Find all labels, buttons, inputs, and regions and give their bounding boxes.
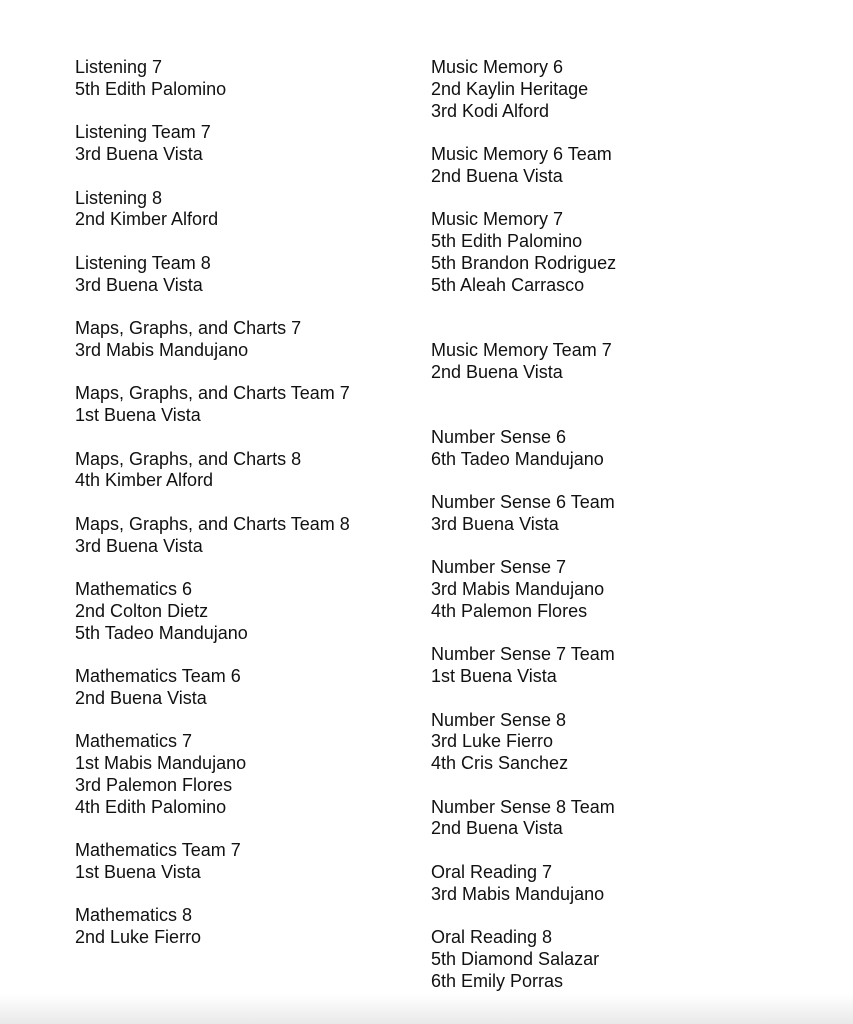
blank-line — [75, 101, 350, 123]
result-line: 2nd Buena Vista — [431, 165, 563, 186]
result-line: Mathematics 7 — [75, 731, 193, 752]
result-line: 3rd Mabis Mandujano — [75, 339, 249, 360]
result-line: 3rd Buena Vista — [75, 274, 203, 295]
result-line: 2nd Kaylin Heritage — [431, 78, 589, 99]
result-line: Mathematics Team 6 — [75, 666, 241, 686]
result-line: 1st Buena Vista — [431, 666, 557, 686]
blank-line — [75, 492, 350, 514]
result-line: Number Sense 7 Team — [431, 644, 615, 665]
result-line: Music Memory 6 — [431, 57, 564, 77]
blank-line — [75, 362, 350, 384]
blank-line — [431, 383, 616, 405]
result-line: Maps, Graphs, and Charts Team 7 — [75, 383, 350, 404]
result-line: Listening Team 8 — [75, 252, 211, 273]
result-line: Oral Reading 8 — [431, 927, 553, 947]
result-line: 1st Mabis Mandujano — [75, 753, 247, 773]
blank-line — [431, 405, 616, 427]
blank-line — [431, 122, 616, 144]
blank-line — [431, 470, 616, 492]
blank-line — [431, 623, 616, 645]
blank-line — [75, 710, 350, 732]
result-line: 3rd Buena Vista — [75, 535, 203, 556]
result-line: Mathematics Team 7 — [75, 840, 241, 860]
result-line: 4th Edith Palomino — [75, 796, 227, 817]
result-line: 3rd Luke Fierro — [431, 731, 554, 752]
result-line: 4th Kimber Alford — [75, 470, 214, 491]
blank-line — [431, 536, 616, 558]
result-line: 5th Brandon Rodriguez — [431, 252, 617, 273]
result-line: 5th Diamond Salazar — [431, 948, 600, 969]
results-column-right — [431, 57, 616, 992]
blank-line — [75, 884, 350, 906]
blank-line — [431, 188, 616, 210]
result-line: 3rd Mabis Mandujano — [431, 883, 605, 904]
result-line: 2nd Buena Vista — [75, 687, 207, 708]
blank-line — [431, 318, 616, 340]
result-line: 2nd Colton Dietz — [75, 600, 209, 621]
result-line: Number Sense 8 Team — [431, 796, 615, 817]
result-line: Music Memory 7 — [431, 209, 564, 230]
result-line: 5th Edith Palomino — [431, 231, 583, 251]
blank-line — [75, 427, 350, 449]
result-line: 4th Cris Sanchez — [431, 753, 569, 773]
result-line: Number Sense 6 Team — [431, 492, 615, 512]
result-line: Oral Reading 7 — [431, 861, 553, 882]
result-line: 3rd Buena Vista — [431, 513, 559, 534]
result-line: Mathematics 8 — [75, 905, 193, 926]
result-line: 2nd Buena Vista — [431, 818, 563, 839]
result-line: 2nd Luke Fierro — [75, 927, 202, 947]
result-line: 3rd Palemon Flores — [75, 774, 233, 795]
result-line: 2nd Kimber Alford — [75, 209, 219, 230]
result-line: 6th Emily Porras — [431, 970, 564, 991]
blank-line — [431, 775, 616, 797]
blank-line — [75, 818, 350, 840]
result-line: Number Sense 8 — [431, 709, 567, 730]
result-line: 3rd Buena Vista — [75, 144, 203, 164]
result-line: Number Sense 7 — [431, 557, 567, 578]
result-line: Number Sense 6 — [431, 426, 567, 447]
result-line: 5th Tadeo Mandujano — [75, 622, 248, 643]
result-line: Music Memory Team 7 — [431, 339, 612, 360]
result-line: Maps, Graphs, and Charts Team 8 — [75, 513, 350, 534]
result-line: 5th Edith Palomino — [75, 78, 227, 99]
result-line: 3rd Kodi Alford — [431, 100, 550, 121]
blank-line — [75, 644, 350, 666]
result-line: Listening 7 — [75, 57, 163, 77]
result-line: Mathematics 6 — [75, 579, 193, 599]
result-line: 1st Buena Vista — [75, 861, 201, 882]
blank-line — [75, 231, 350, 253]
result-line: Maps, Graphs, and Charts 7 — [75, 318, 302, 338]
results-column-left — [75, 57, 350, 949]
blank-line — [431, 688, 616, 710]
blank-line — [431, 840, 616, 862]
blank-line — [431, 296, 616, 318]
result-line: 4th Palemon Flores — [431, 600, 588, 621]
blank-line — [75, 557, 350, 579]
result-line: Maps, Graphs, and Charts 8 — [75, 448, 302, 469]
result-line: 6th Tadeo Mandujano — [431, 448, 604, 469]
result-line: Music Memory 6 Team — [431, 144, 612, 164]
blank-line — [75, 296, 350, 318]
result-line: 5th Aleah Carrasco — [431, 274, 585, 295]
result-line: 1st Buena Vista — [75, 405, 201, 425]
page-bottom-shadow — [0, 994, 853, 1024]
result-line: Listening Team 7 — [75, 122, 211, 143]
result-line: 2nd Buena Vista — [431, 361, 563, 382]
result-line: Listening 8 — [75, 187, 163, 208]
blank-line — [431, 905, 616, 927]
blank-line — [75, 166, 350, 188]
result-line: 3rd Mabis Mandujano — [431, 579, 605, 599]
